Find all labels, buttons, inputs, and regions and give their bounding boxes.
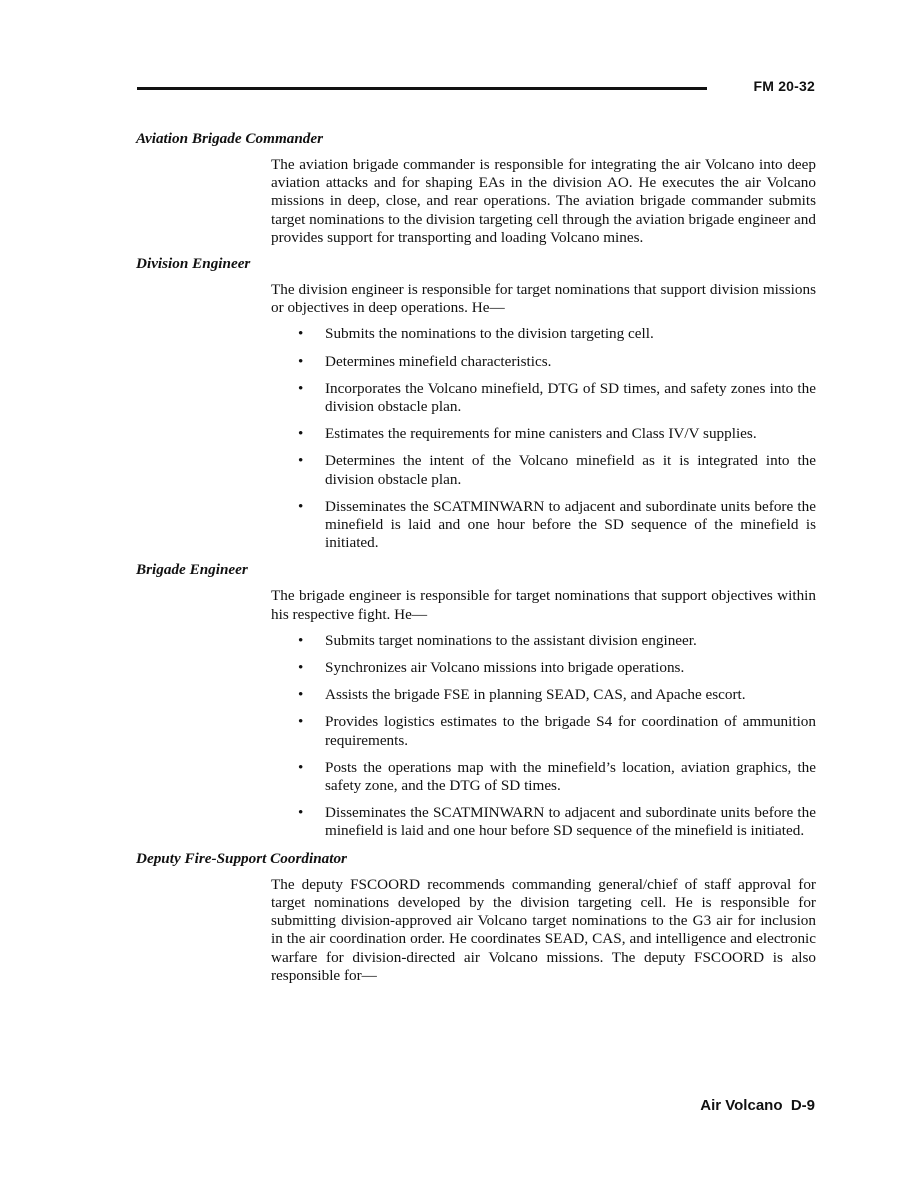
list-item: [298, 758, 816, 795]
bullet-icon: •: [298, 758, 304, 776]
page-body: [136, 130, 816, 993]
list-item-text: Synchronizes air Volcano missions into brigade operations.: [325, 659, 685, 677]
section-division-engineer: [136, 255, 816, 552]
bullet-icon: •: [298, 352, 304, 370]
list-item-text: Estimates the requirements for mine canisters and Class IV/V supplies.: [325, 425, 757, 443]
page-footer: Air Volcano D-9: [700, 1097, 815, 1114]
bullet-icon: •: [298, 379, 304, 397]
list-item-text: Determines minefield characteristics.: [325, 352, 552, 370]
bullet-icon: •: [298, 804, 304, 822]
bullet-icon: •: [298, 631, 304, 649]
section-paragraph: The aviation brigade commander is responsible for integrating the air Volcano into deep aviation attacks and for shaping EAs in the division AO. He executes the air Volcano missions in deep, close, and rear operations. The aviation brigade commander submits target nominations to the division targeting cell through the aviation brigade engineer and provides support for transporting and loading Volcano mines.: [271, 156, 816, 246]
bullet-icon: •: [298, 425, 304, 443]
list-item: [298, 425, 816, 443]
list-item-text: Disseminates the SCATMINWARN to adjacent and subordinate units before the minefield is laid and one hour before SD sequence of the minefield is initiated.: [325, 804, 816, 840]
list-item: [298, 497, 816, 553]
section-paragraph: The brigade engineer is responsible for target nominations that support objectives within his respective fight. He—: [271, 587, 816, 623]
section-paragraph: The division engineer is responsible for target nominations that support division missions or objectives in deep operations. He—: [271, 281, 816, 317]
section-deputy-fire-support-coordinator: [136, 850, 816, 985]
list-item: [298, 452, 816, 488]
list-item-text: Assists the brigade FSE in planning SEAD, CAS, and Apache escort.: [325, 686, 746, 704]
section-title: Deputy Fire-Support Coordinator: [136, 849, 347, 867]
section-title: Division Engineer: [136, 255, 251, 273]
list-item-text: Submits the nominations to the division targeting cell.: [325, 325, 654, 343]
list-item: [298, 631, 816, 650]
list-item-text: Disseminates the SCATMINWARN to adjacent and subordinate units before the minefield is laid and one hour before the SD sequence of the minefield is initiated.: [325, 497, 816, 552]
list-item: [298, 352, 816, 371]
section-title: Brigade Engineer: [136, 561, 248, 579]
section-paragraph: The deputy FSCOORD recommends commanding general/chief of staff approval for target nominations developed by the division targeting cell. He is responsible for submitting division-approved air Volcano target nominations to the G3 air for inclusion in the air coordination order. He coordinates SEAD, CAS, and intelligence and electronic warfare for division-directed air Volcano missions. The deputy FSCOORD is also responsible for—: [271, 875, 816, 984]
list-item: [298, 379, 816, 416]
list-item: [298, 659, 816, 677]
bullet-list: [136, 325, 816, 552]
list-item: [298, 686, 816, 704]
bullet-icon: •: [298, 713, 304, 731]
bullet-icon: •: [298, 659, 304, 677]
list-item-text: Posts the operations map with the minefield’s location, aviation graphics, the safety zone, and the DTG of SD times.: [325, 758, 816, 795]
section-title: Aviation Brigade Commander: [136, 130, 324, 147]
bullet-icon: •: [298, 452, 304, 470]
list-item-text: Incorporates the Volcano minefield, DTG of SD times, and safety zones into the division obstacle plan.: [325, 379, 816, 416]
bullet-icon: •: [298, 686, 304, 704]
list-item: [298, 713, 816, 749]
header-rule: [137, 87, 707, 90]
section-aviation-brigade-commander: [136, 130, 816, 247]
list-item-text: Provides logistics estimates to the brigade S4 for coordination of ammunition requirements.: [325, 713, 816, 749]
list-item: [298, 804, 816, 840]
bullet-list: [136, 632, 816, 841]
bullet-icon: •: [298, 497, 304, 515]
running-header: FM 20-32: [753, 78, 815, 94]
list-item: [298, 325, 816, 343]
list-item-text: Determines the intent of the Volcano minefield as it is integrated into the division obstacle plan.: [325, 452, 816, 488]
section-brigade-engineer: [136, 561, 816, 840]
list-item-text: Submits target nominations to the assistant division engineer.: [325, 631, 697, 649]
bullet-icon: •: [298, 325, 304, 343]
